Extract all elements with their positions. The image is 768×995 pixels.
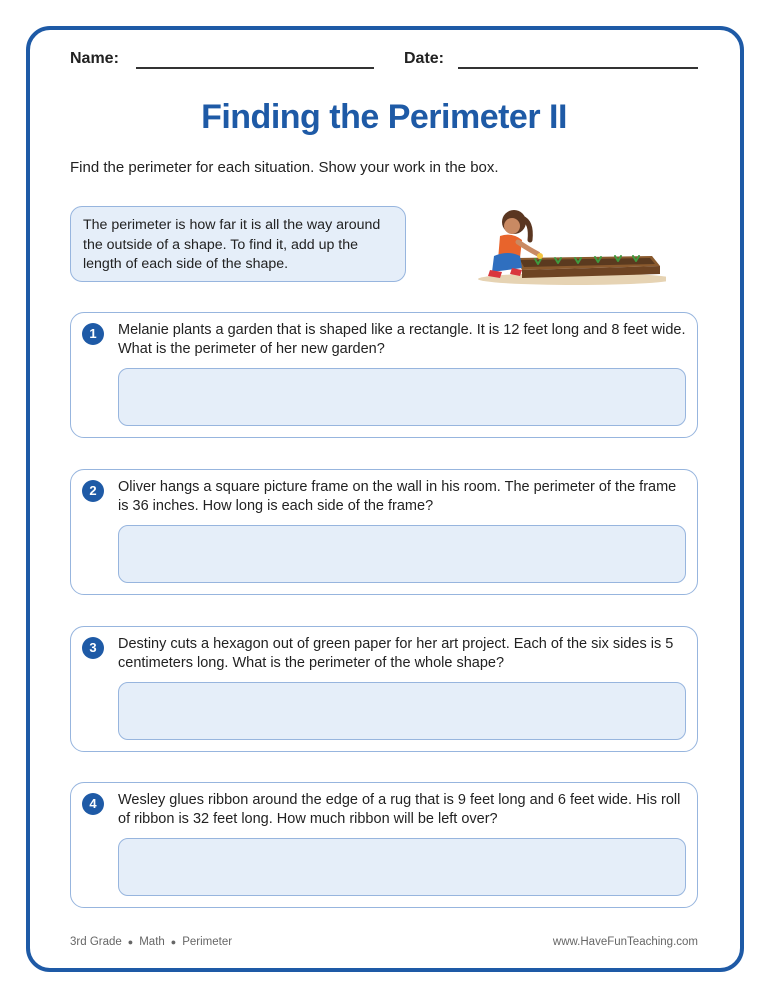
footer-subject: Math: [139, 936, 165, 948]
definition-box: [70, 206, 406, 282]
bullet-icon: ●: [170, 936, 177, 947]
footer-website[interactable]: www.HaveFunTeaching.com: [552, 936, 698, 948]
question-card-3: [70, 626, 698, 752]
footer-topic: Perimeter: [182, 936, 233, 948]
answer-box[interactable]: [118, 838, 686, 896]
question-number-badge: 4: [82, 793, 104, 815]
question-text: Destiny cuts a hexagon out of green paper for her art project. Each of the six sides is 5 centimeters long. What is the perimeter of the whole shape?: [118, 636, 674, 671]
answer-box[interactable]: [118, 368, 686, 426]
question-text: Wesley glues ribbon around the edge of a rug that is 9 feet long and 6 feet wide. His roll of ribbon is 32 feet long. How much ribbon will be left over?: [118, 792, 681, 827]
bullet-icon: ●: [127, 936, 134, 947]
date-label: Date:: [404, 50, 445, 67]
answer-box[interactable]: [118, 682, 686, 740]
footer-grade: 3rd Grade: [70, 936, 122, 948]
question-card-1: [70, 312, 698, 438]
question-card-4: [70, 782, 698, 908]
question-text: Oliver hangs a square picture frame on the wall in his room. The perimeter of the frame is 36 inches. How long is each side of the frame?: [118, 479, 677, 514]
question-text: Melanie plants a garden that is shaped like a rectangle. It is 12 feet long and 8 feet wide. What is the perimeter of her new garden?: [118, 322, 686, 357]
instructions: Find the perimeter for each situation. Show your work in the box.: [70, 159, 499, 176]
question-number-badge: 1: [82, 323, 104, 345]
question-number-badge: 2: [82, 480, 104, 502]
question-card-2: [70, 469, 698, 595]
date-line[interactable]: [458, 67, 698, 69]
footer-tags: [70, 936, 232, 948]
worksheet-title: Finding the Perimeter II: [201, 98, 567, 136]
name-line[interactable]: [136, 67, 374, 69]
question-number-badge: 3: [82, 637, 104, 659]
answer-box[interactable]: [118, 525, 686, 583]
name-label: Name:: [70, 50, 119, 67]
definition-text: The perimeter is how far it is all the way around the outside of a shape. To find it, add up the length of each side of the shape.: [83, 217, 381, 272]
girl-planting-garden-illustration: [466, 200, 666, 286]
